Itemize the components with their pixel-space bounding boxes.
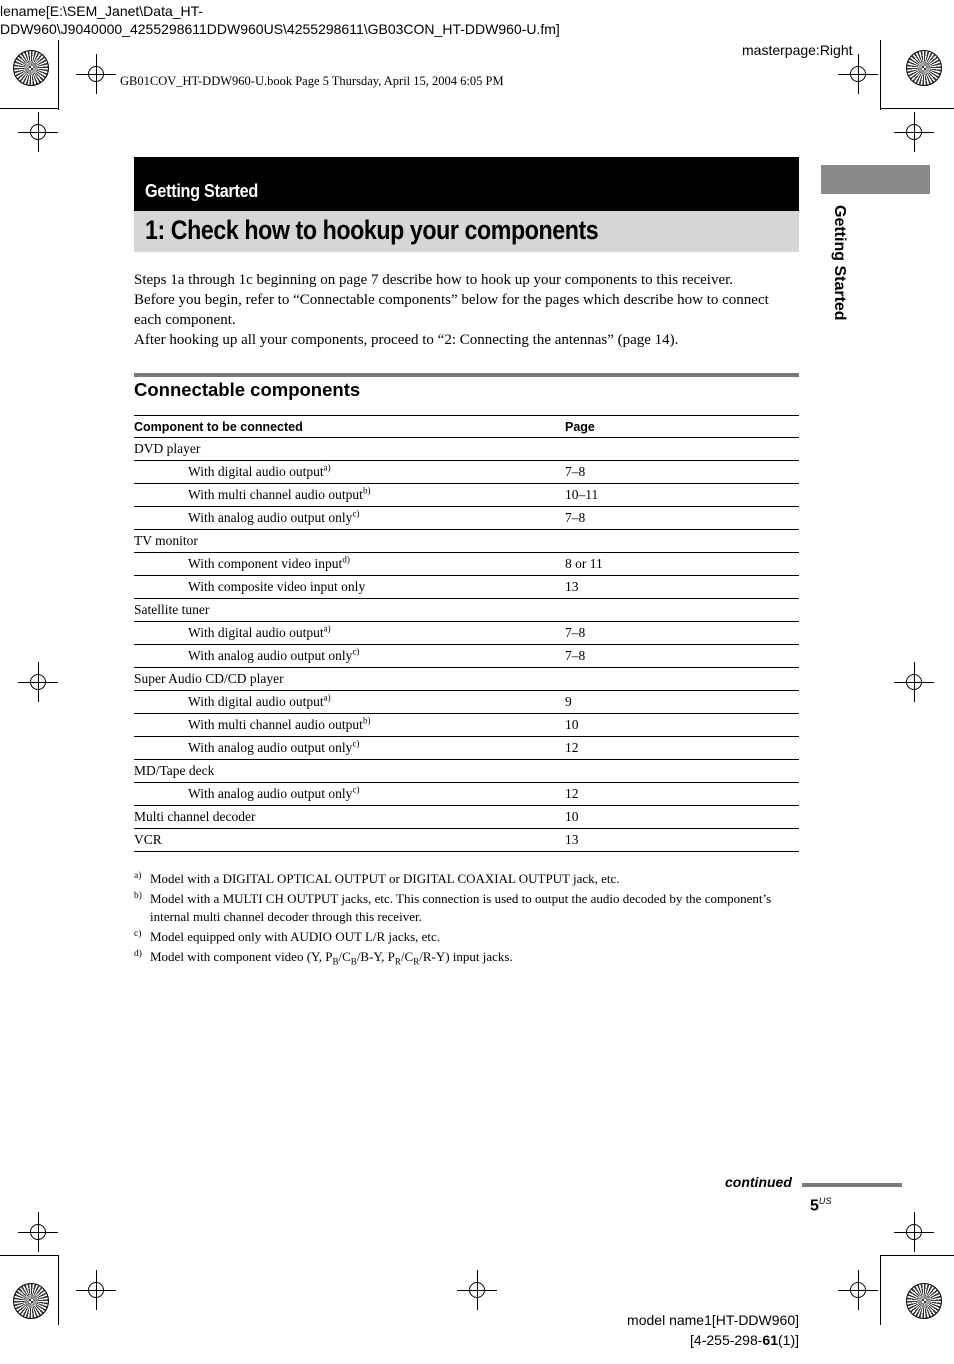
table-row bbox=[134, 760, 799, 783]
page-cell: 13 bbox=[565, 829, 799, 852]
column-header-component: Component to be connected bbox=[134, 416, 565, 438]
component-cell bbox=[134, 668, 565, 691]
footnote-a: a) Model with a DIGITAL OPTICAL OUTPUT or DIGITAL COAXIAL OUTPUT jack, etc. bbox=[134, 871, 620, 886]
component-label: With digital audio output bbox=[188, 464, 324, 479]
component-cell bbox=[134, 714, 565, 737]
intro-paragraph: Steps 1a through 1c beginning on page 7 describe how to hook up your components to this receiver. bbox=[134, 272, 734, 288]
table-row bbox=[134, 645, 799, 668]
component-label: With component video input bbox=[188, 556, 343, 571]
footnote-ref: c) bbox=[352, 508, 360, 519]
page-cell: 7–8 bbox=[565, 461, 799, 484]
registration-crosshair-icon bbox=[838, 54, 878, 94]
registration-crosshair-icon bbox=[18, 112, 58, 152]
footnote-ref: a) bbox=[323, 692, 331, 703]
registration-crosshair-icon bbox=[18, 1212, 58, 1252]
component-label: With composite video input only bbox=[188, 579, 366, 594]
page-cell: 7–8 bbox=[565, 507, 799, 530]
page-cell bbox=[565, 599, 799, 622]
component-cell bbox=[134, 622, 565, 645]
component-cell bbox=[134, 645, 565, 668]
page-cell: 13 bbox=[565, 576, 799, 599]
table-row bbox=[134, 576, 799, 599]
footnote-ref: d) bbox=[342, 554, 350, 565]
table-row bbox=[134, 438, 799, 461]
registration-star-icon bbox=[906, 50, 942, 86]
component-cell bbox=[134, 829, 565, 852]
component-label: Multi channel decoder bbox=[134, 809, 256, 824]
component-cell bbox=[134, 484, 565, 507]
section-label: Getting Started bbox=[145, 181, 258, 201]
component-label: TV monitor bbox=[134, 533, 198, 548]
page-cell: 12 bbox=[565, 737, 799, 760]
component-label: With multi channel audio output bbox=[188, 487, 363, 502]
table-row bbox=[134, 829, 799, 852]
page-cell: 12 bbox=[565, 783, 799, 806]
footnote-ref: c) bbox=[352, 646, 360, 657]
page-cell: 9 bbox=[565, 691, 799, 714]
page-title: 1: Check how to hookup your components bbox=[145, 215, 599, 245]
component-label: With digital audio output bbox=[188, 625, 324, 640]
component-cell bbox=[134, 783, 565, 806]
component-label: With analog audio output only bbox=[188, 648, 353, 663]
page-cell: 7–8 bbox=[565, 645, 799, 668]
intro-paragraph: Before you begin, refer to “Connectable components” below for the pages which describe how to connect each component. bbox=[134, 292, 769, 328]
footnote-c: c) Model equipped only with AUDIO OUT L/R jacks, etc. bbox=[134, 929, 441, 944]
component-label: With analog audio output only bbox=[188, 786, 353, 801]
book-info: GB01COV_HT-DDW960-U.book Page 5 Thursday, April 15, 2004 6:05 PM bbox=[120, 74, 504, 88]
component-cell bbox=[134, 760, 565, 783]
footnote-b: b) Model with a MULTI CH OUTPUT jacks, etc. This connection is used to output the audio decoded by the component’s internal multi channel decoder through this receiver. bbox=[134, 891, 772, 924]
component-cell bbox=[134, 553, 565, 576]
registration-crosshair-icon bbox=[76, 1270, 116, 1310]
footnote-ref: a) bbox=[323, 623, 331, 634]
table-row bbox=[134, 507, 799, 530]
masterpage-label: masterpage:Right bbox=[742, 42, 853, 58]
registration-crosshair-icon bbox=[76, 54, 116, 94]
page-cell: 7–8 bbox=[565, 622, 799, 645]
registration-star-icon bbox=[13, 1283, 49, 1319]
component-label: VCR bbox=[134, 832, 162, 847]
table-row bbox=[134, 668, 799, 691]
table-row bbox=[134, 599, 799, 622]
registration-crosshair-icon bbox=[894, 1212, 934, 1252]
table-row bbox=[134, 737, 799, 760]
registration-crosshair-icon bbox=[894, 662, 934, 702]
table-row bbox=[134, 806, 799, 829]
intro-text bbox=[134, 270, 799, 350]
registration-star-icon bbox=[906, 1283, 942, 1319]
table-body bbox=[134, 438, 799, 852]
page-cell: 10 bbox=[565, 714, 799, 737]
column-header-page: Page bbox=[565, 416, 799, 438]
footnote-ref: c) bbox=[352, 738, 360, 749]
table-row bbox=[134, 783, 799, 806]
component-cell bbox=[134, 438, 565, 461]
table-header-row bbox=[134, 416, 799, 438]
component-cell bbox=[134, 737, 565, 760]
section-rule bbox=[134, 373, 799, 377]
model-info: model name1[HT-DDW960] [4-255-298-61(1)] bbox=[627, 1312, 799, 1348]
page-cell bbox=[565, 530, 799, 553]
components-table bbox=[134, 415, 799, 852]
component-label: With analog audio output only bbox=[188, 740, 353, 755]
table-row bbox=[134, 714, 799, 737]
component-cell bbox=[134, 530, 565, 553]
component-cell bbox=[134, 806, 565, 829]
component-label: DVD player bbox=[134, 441, 201, 456]
footnote-ref: b) bbox=[362, 485, 371, 496]
component-label: With analog audio output only bbox=[188, 510, 353, 525]
footnote-ref: c) bbox=[352, 784, 360, 795]
footnote-ref: b) bbox=[362, 715, 371, 726]
registration-crosshair-icon bbox=[18, 662, 58, 702]
footnotes bbox=[134, 870, 799, 968]
page-cell bbox=[565, 438, 799, 461]
table-row bbox=[134, 691, 799, 714]
side-tab-label: Getting Started bbox=[831, 205, 848, 321]
page-cell bbox=[565, 668, 799, 691]
table-row bbox=[134, 484, 799, 507]
intro-paragraph: After hooking up all your components, proceed to “2: Connecting the antennas” (page 14). bbox=[134, 332, 679, 348]
page-cell: 10–11 bbox=[565, 484, 799, 507]
page-number: $5^{US}$ bbox=[810, 1196, 832, 1215]
component-cell bbox=[134, 599, 565, 622]
component-label: Super Audio CD/CD player bbox=[134, 671, 284, 686]
component-label: With multi channel audio output bbox=[188, 717, 363, 732]
table-row bbox=[134, 553, 799, 576]
component-label: Satellite tuner bbox=[134, 602, 210, 617]
page-cell: 8 or 11 bbox=[565, 553, 799, 576]
component-cell bbox=[134, 507, 565, 530]
registration-crosshair-icon bbox=[457, 1270, 497, 1310]
registration-crosshair-icon bbox=[838, 1270, 878, 1310]
subsection-title: Connectable components bbox=[134, 379, 361, 400]
continued-label: continued bbox=[725, 1174, 792, 1190]
component-cell bbox=[134, 576, 565, 599]
table-row bbox=[134, 622, 799, 645]
component-cell bbox=[134, 691, 565, 714]
footnote-ref: a) bbox=[323, 462, 331, 473]
continued-bar bbox=[802, 1183, 902, 1187]
table-row bbox=[134, 530, 799, 553]
registration-star-icon bbox=[13, 50, 49, 86]
component-label: MD/Tape deck bbox=[134, 763, 215, 778]
page-cell: 10 bbox=[565, 806, 799, 829]
title-bar bbox=[134, 211, 799, 252]
footnote-d: d) Model with component video (Y, $P_B/C_B/B-Y$, $P_R/C_R/R-Y$) input jacks. bbox=[134, 949, 513, 967]
file-path-header: lename[E:\SEM_Janet\Data_HT- DDW960\J9040000_4255298611DDW960US\4255298611\GB03CON_HT-DDW960-U.fm] bbox=[0, 3, 560, 37]
page-cell bbox=[565, 760, 799, 783]
component-label: With digital audio output bbox=[188, 694, 324, 709]
section-banner bbox=[134, 157, 799, 211]
component-cell bbox=[134, 461, 565, 484]
table-row bbox=[134, 461, 799, 484]
registration-crosshair-icon bbox=[894, 112, 934, 152]
side-tab bbox=[821, 165, 930, 194]
